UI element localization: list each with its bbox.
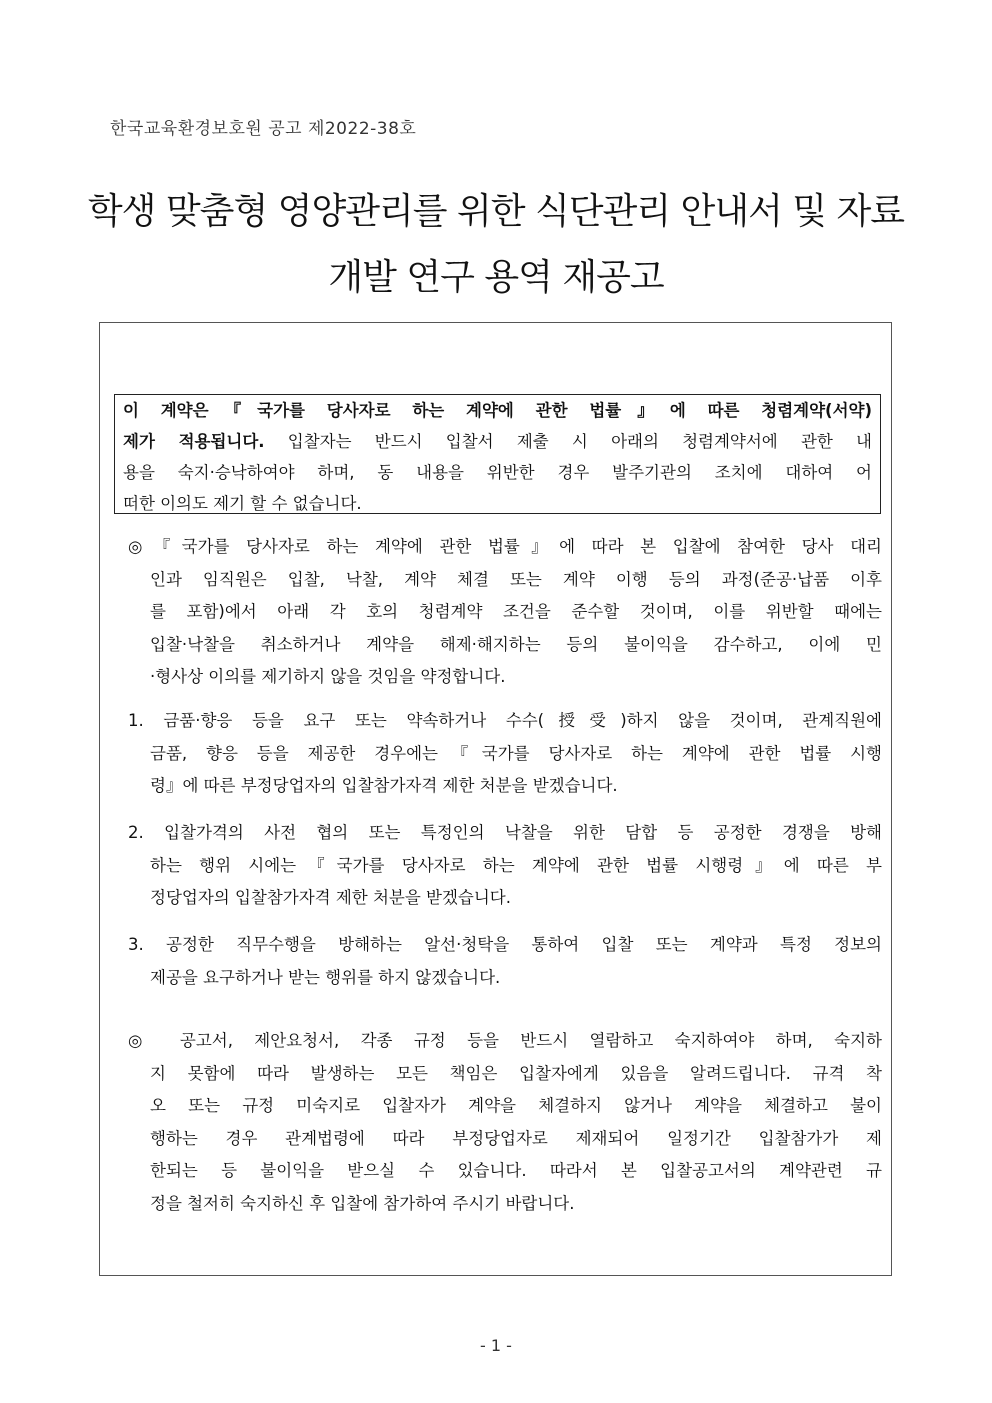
document-title-line1: 학생 맞춤형 영양관리를 위한 식단관리 안내서 및 자료	[87, 191, 905, 232]
condition-line: 1. 금품·향응 등을 요구 또는 약속하거나 수수(授受)하지 않을 것이며, 관계직원에	[128, 711, 882, 730]
notice-line: 정을 철저히 숙지하신 후 입찰에 참가하여 주시기 바랍니다.	[150, 1193, 575, 1213]
condition-line: 제공을 요구하거나 받는 행위를 하지 않겠습니다.	[150, 967, 501, 987]
warning-bold-lead-2: 제가 적용됩니다.	[123, 432, 265, 451]
condition-line: 령』에 따른 부정당업자의 입찰참가자격 제한 처분을 받겠습니다.	[150, 776, 618, 796]
pledge-intro-line: ◎『국가를 당사자로 하는 계약에 관한 법률』에 따라 본 입찰에 참여한 당사 대리	[128, 537, 882, 556]
pledge-intro-line: 를 포함)에서 아래 각 호의 청렴계약 조건을 준수할 것이며, 이를 위반할 때에는	[150, 602, 882, 622]
warning-line-2	[123, 426, 872, 457]
pledge-intro-line: 입찰·낙찰을 취소하거나 계약을 해제·해지하는 등의 불이익을 감수하고, 이에 민	[150, 634, 882, 654]
content-frame	[99, 322, 892, 1276]
condition-line: 하는 행위 시에는『국가를 당사자로 하는 계약에 관한 법률 시행령』에 따른 부	[150, 855, 882, 875]
condition-item-1	[128, 705, 882, 803]
warning-text-2: 입찰자는 반드시 입찰서 제출 시 아래의 청렴계약서에 관한 내	[264, 432, 872, 451]
page-number: - 1 -	[480, 1336, 512, 1355]
notice-line: 한되는 등 불이익을 받으실 수 있습니다. 따라서 본 입찰공고서의 계약관련 규	[150, 1161, 882, 1181]
notice-paragraph	[128, 1025, 882, 1221]
condition-line: 정당업자의 입찰참가자격 제한 처분을 받겠습니다.	[150, 888, 511, 908]
condition-line: 3. 공정한 직무수행을 방해하는 알선·청탁을 통하여 입찰 또는 계약과 특정 정보의	[128, 935, 882, 954]
condition-line: 2. 입찰가격의 사전 협의 또는 특정인의 낙찰을 위한 담합 등 공정한 경쟁을 방해	[128, 823, 882, 842]
notice-line: 오 또는 규정 미숙지로 입찰자가 계약을 체결하지 않거나 계약을 체결하고 불이	[150, 1096, 882, 1116]
warning-line-4: 떠한 이의도 제기 할 수 없습니다.	[123, 494, 362, 513]
integrity-warning-box	[114, 394, 881, 514]
pledge-intro-paragraph	[128, 531, 882, 694]
notice-line: 행하는 경우 관계법령에 따라 부정당업자로 제재되어 일정기간 입찰참가가 제	[150, 1128, 882, 1148]
warning-line-3: 용을 숙지·승낙하여야 하며, 동 내용을 위반한 경우 발주기관의 조치에 대하여 어	[123, 463, 872, 482]
condition-item-3	[128, 929, 882, 994]
warning-line-1	[123, 395, 872, 426]
notice-number: 한국교육환경보호원 공고 제2022-38호	[110, 119, 417, 139]
notice-line: ◎ 공고서, 제안요청서, 각종 규정 등을 반드시 열람하고 숙지하여야 하며, 숙지하	[128, 1031, 882, 1050]
condition-item-2	[128, 817, 882, 915]
pledge-intro-line: ·형사상 이의를 제기하지 않을 것임을 약정합니다.	[150, 667, 506, 687]
pledge-intro-line: 인과 임직원은 입찰, 낙찰, 계약 체결 또는 계약 이행 등의 과정(준공·납품 이후	[150, 569, 882, 589]
notice-line: 지 못함에 따라 발생하는 모든 책임은 입찰자에게 있음을 알려드립니다. 규격 착	[150, 1063, 882, 1083]
document-title-line2: 개발 연구 용역 재공고	[328, 257, 664, 298]
condition-line: 금품, 향응 등을 제공한 경우에는『국가를 당사자로 하는 계약에 관한 법률 시행	[150, 743, 882, 763]
warning-bold-lead: 이 계약은『국가를 당사자로 하는 계약에 관한 법률』에 따른 청렴계약(서약)	[123, 401, 872, 420]
